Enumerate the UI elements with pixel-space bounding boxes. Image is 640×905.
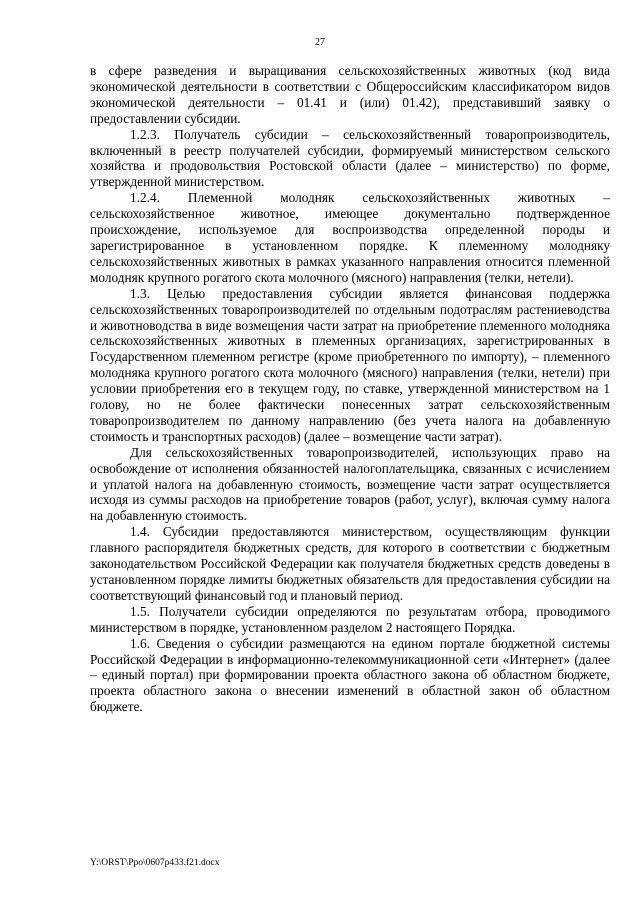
paragraph-vat-note: Для сельскохозяйственных товаропроизводителей, использующих право на освобождение от исполнения обязанностей налогоплательщика, связанных с исчислением и уплатой налога на добавленную стоимость, возмещение части затрат осуществляется исходя из суммы расходов на приобретение товаров (работ, услуг), включая сумму налога на добавленную стоимость. xyxy=(90,444,610,524)
paragraph-continuation: в сфере разведения и выращивания сельскохозяйственных животных (код вида экономической деятельности в соответствии с Общероссийским классификатором видов экономической деятельности – 01.41 и (или) 01.42), представивший заявку о предоставлении субсидии. xyxy=(90,63,610,126)
paragraph-1-6: 1.6. Сведения о субсидии размещаются на едином портале бюджетной системы Российской Федерации в информационно-телекоммуникационной сети «Интернет» (далее – единый портал) при формировании проекта областного закона об областном бюджете, проекта областного закона о внесении изменений в областной закон об областном бюджете. xyxy=(90,635,610,715)
paragraph-1-5: 1.5. Получатели субсидии определяются по результатам отбора, проводимого министерством в порядке, установленном разделом 2 настоящего Порядка. xyxy=(90,603,610,635)
document-body xyxy=(90,63,610,715)
footer-file-path: Y:\ORST\Ppo\0607p433.f21.docx xyxy=(90,858,220,868)
paragraph-1-2-4: 1.2.4. Племенной молодняк сельскохозяйственных животных – сельскохозяйственное животное, имеющее документально подтвержденное происхождение, используемое для воспроизводства определенной породы и зарегистрированное в установленном порядке. К племенному молодняку сельскохозяйственных животных в рамках указанного направления относится племенной молодняк крупного рогатого скота молочного (мясного) направления (телки, нетели). xyxy=(90,190,610,285)
paragraph-1-2-3: 1.2.3. Получатель субсидии – сельскохозяйственный товаропроизводитель, включенный в реестр получателей субсидии, формируемый министерством сельского хозяйства и продовольствия Ростовской области (далее – министерство) по форме, утвержденной министерством. xyxy=(90,126,610,190)
page-number: 27 xyxy=(315,37,325,48)
paragraph-1-4: 1.4. Субсидии предоставляются министерством, осуществляющим функции главного распорядителя бюджетных средств, для которого в соответствии с бюджетным законодательством Российской Федерации как получателя бюджетных средств доведены в установленном порядке лимиты бюджетных обязательств для предоставления субсидии на соответствующий финансовый год и плановый период. xyxy=(90,524,610,603)
paragraph-1-3: 1.3. Целью предоставления субсидии является финансовая поддержка сельскохозяйственных товаропроизводителей по отдельным подотраслям растениеводства и животноводства в виде возмещения части затрат на приобретение племенного молодняка сельскохозяйственных животных в племенных организациях, зарегистрированных в Государственном племенном регистре (кроме приобретенного по импорту), – племенного молодняка крупного рогатого скота молочного (мясного) направления (телки, нетели) при условии приобретения его в текущем году, по ставке, утвержденной министерством на 1 голову, но не более фактически понесенных затрат сельскохозяйственным товаропроизводителем по данному направлению (без учета налога на добавленную стоимость и транспортных расходов) (далее – возмещение части затрат). xyxy=(90,285,610,444)
